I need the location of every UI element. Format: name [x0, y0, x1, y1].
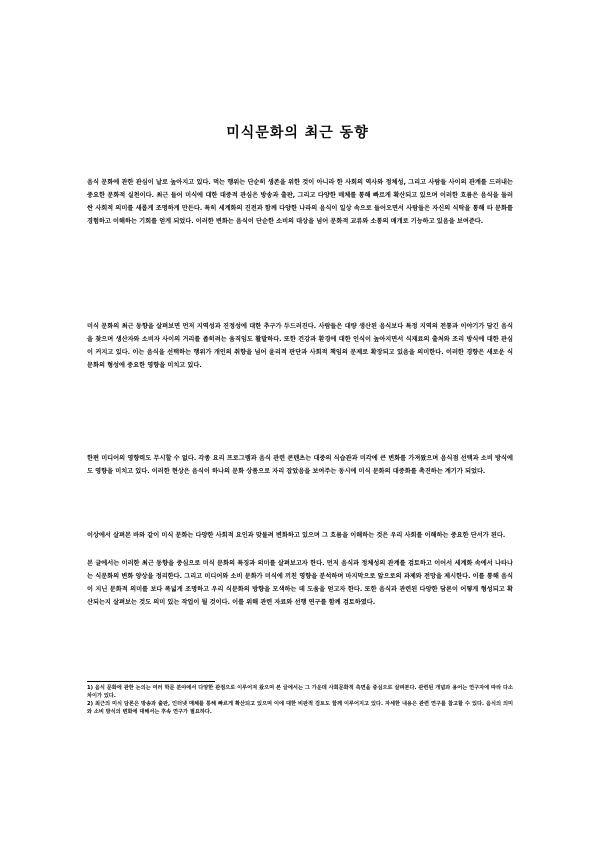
body-paragraph-4: 이상에서 살펴본 바와 같이 미식 문화는 다양한 사회적 요인과 맞물려 변화하고 있으며 그 흐름을 이해하는 것은 우리 사회를 이해하는 중요한 단서가 된다. [87, 532, 506, 539]
body-paragraph-3: 한편 미디어의 영향력도 무시할 수 없다. 각종 요리 프로그램과 음식 관련 콘텐츠는 대중의 식습관과 미각에 큰 변화를 가져왔으며 음식점 선택과 소비 방식에도 영향을 미치고 있다. 이러한 현상은 음식이 하나의 문화 상품으로 자리 잡았음을 보여주는 동시에 미식 문화의 대중화를 촉진하는 계기가 되었다. [87, 455, 513, 475]
document-title: 미식문화의 최근 동향 [226, 125, 369, 141]
footnotes [87, 684, 513, 756]
body-paragraph-2: 미식 문화의 최근 동향을 살펴보면 먼저 지역성과 진정성에 대한 추구가 두드러진다. 사람들은 대량 생산된 음식보다 특정 지역의 전통과 이야기가 담긴 음식을 찾으며 생산자와 소비자 사이의 거리를 좁히려는 움직임도 활발하다. 또한 건강과 환경에 대한 인식이 높아지면서 식재료의 출처와 조리 방식에 대한 관심이 커지고 있다. 이는 음식을 선택하는 행위가 개인의 취향을 넘어 윤리적 판단과 사회적 책임의 문제로 확장되고 있음을 의미한다. 이러한 경향은 새로운 식문화의 형성에 중요한 영향을 미치고 있다. [87, 323, 513, 369]
body-paragraph-1: 음식 문화에 관한 관심이 날로 높아지고 있다. 먹는 행위는 단순히 생존을 위한 것이 아니라 한 사회의 역사와 정체성, 그리고 사람들 사이의 관계를 드러내는 중요한 문화적 실천이다. 최근 들어 미식에 대한 대중적 관심은 방송과 출판, 그리고 다양한 매체를 통해 빠르게 확산되고 있으며 이러한 흐름은 음식을 둘러싼 사회적 의미를 새롭게 조명하게 만든다. 특히 세계화의 진전과 함께 다양한 나라의 음식이 일상 속으로 들어오면서 사람들은 자신의 식탁을 통해 타 문화를 경험하고 이해하는 기회를 얻게 되었다. 이러한 변화는 음식이 단순한 소비의 대상을 넘어 문화적 교류와 소통의 매개로 기능하고 있음을 보여준다. [87, 179, 513, 225]
footnote-1: 1) 음식 문화에 관한 논의는 여러 학문 분야에서 다양한 관점으로 이루어져 왔으며 본 글에서는 그 가운데 사회문화적 측면을 중심으로 살펴본다. 관련된 개념과 용어는 연구자에 따라 다소 차이가 있다. [87, 685, 513, 699]
footnote-2: 2) 최근의 미식 담론은 방송과 출판, 인터넷 매체를 통해 빠르게 확산되고 있으며 이에 대한 비판적 검토도 함께 이루어지고 있다. 자세한 내용은 관련 연구를 참고할 수 있다. 음식의 의미와 소비 방식의 변화에 대해서는 후속 연구가 필요하다. [87, 701, 513, 715]
footnote-divider [87, 681, 215, 682]
body-paragraph-5: 본 글에서는 이러한 최근 동향을 중심으로 미식 문화의 특징과 의미를 살펴보고자 한다. 먼저 음식과 정체성의 관계를 검토하고 이어서 세계화 속에서 나타나는 식문화의 변화 양상을 정리한다. 그리고 미디어와 소비 문화가 미식에 끼친 영향을 분석하며 마지막으로 앞으로의 과제와 전망을 제시한다. 이를 통해 음식이 지닌 문화적 의미를 보다 폭넓게 조명하고 우리 식문화의 방향을 모색하는 데 도움을 얻고자 한다. 또한 음식과 관련된 다양한 담론이 어떻게 형성되고 확산되는지 살펴보는 것도 의미 있는 작업이 될 것이다. 이를 위해 관련 자료와 선행 연구를 함께 검토하였다. [87, 560, 513, 606]
